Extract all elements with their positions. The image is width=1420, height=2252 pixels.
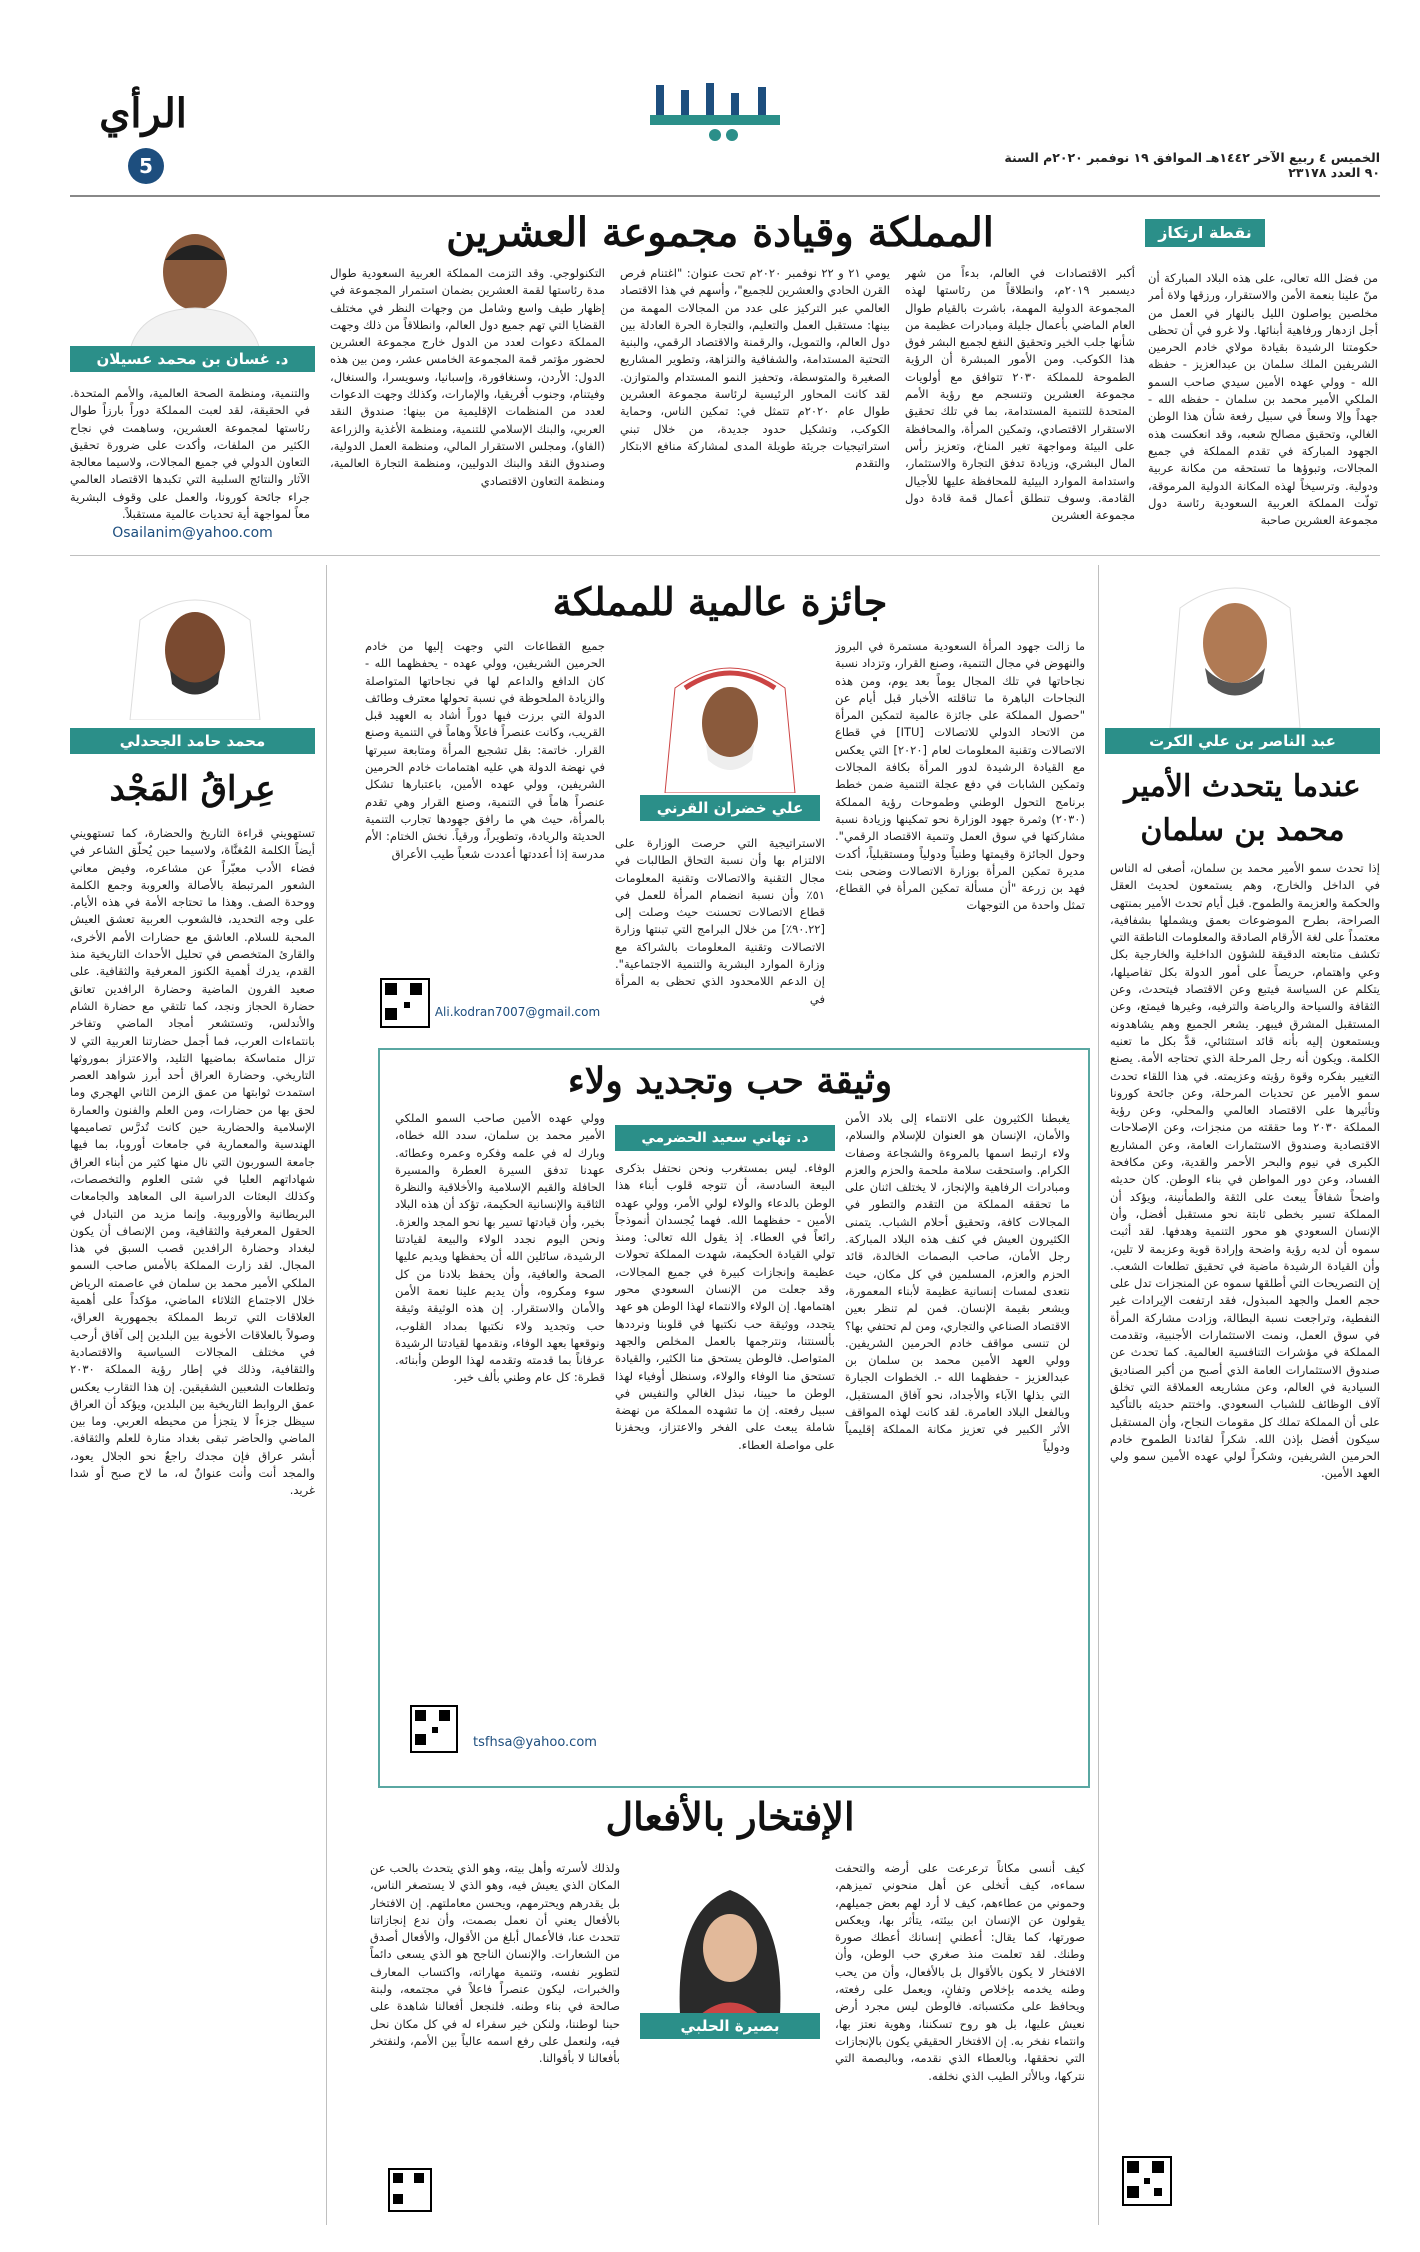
award-headline: جائزة عالمية للمملكة (552, 579, 888, 624)
masthead-divider (70, 195, 1380, 197)
kicker-text: نقطة ارتكاز (1158, 223, 1252, 242)
left-column-text: تستهويني قراءة التاريخ والحضارة، كما تستهويني أيضاً الكلمة المُغنَّاة، ولاسيما حين يُحلّق الشاعر في فضاء الأدب معبّراً عن مشاعره، وفيض معاني الشعور المرتبطة بالأصالة والعروبة وجمع الكلمة ووحدة الصف. وهذا ما تحتاجه الأمة في هذه الأيام. على وجه التحديد، فالشعوب العربية تعشق العيش المحبة للسلام. العاشق مع حضارات الأمم الأخرى، والقارئ المتخصص في تحليل الأحداث التاريخية منذ القدم، يدرك أهمية الكنوز المعرفية والثقافية. على صعيد الفرون الماضية وحضارة الرافدين تعانق حضارة الحجاز ونجد، كما تلتقي مع حضارة الشام والأندلس، وتستشعر أمجاد الماضي وتفاخر بانتماءات العرب، فما أجمل حضارتنا العربية التي لا تزال متماسكة بماضيها التليد، والاعتزاز بموروثها التاريخي. وحضارة العراق أحد أبرز شواهد العصر استمدت ثوابتها من عمق الزمن الثاني الهجري وما لحق بها من حضارات، ومن العلم والفنون والعمارة الإسلامية والحضارية حين كانت تُدرَّس تصاميمها الهندسية والمعمارية في جامعات أوروبا، بما فيها جامعة السوربون التي نال منها كثير من أبناء العراق شهاداتهم العليا في شتى العلوم والتخصصات، وكذلك البعثات الدراسية الى المعاهد والجامعات البريطانية والأوروبية. وإنما مزيد من التبادل في الحقول المعرفية والثقافية، ومن الإنصاف أن يكون لبغداد وحضارة الرافدين قصب السبق في هذا المجال. لقد زارت المملكة بالأمس صاحب السمو الملكي الأمير محمد بن سلمان في عاصمته الرياض خلال الاجتماع الثلاثاء الماضي، مؤكداً على أهمية العلاقات التي تربط المملكة بجمهورية العراق، وصولاً بالعلاقات الأخوية بين البلدين إلى آفاق أرحب في مختلف المجالات السياسية والاقتصادية والثقافية، وذلك في إطار رؤية المملكة ٢٠٣٠ وتطلعات الشعبين الشقيقين. إن هذا التقارب يعكس عمق الروابط التاريخية بين البلدين، ويؤكد أن العراق سيظل جزءاً لا يتجزأ من محيطه العربي. وما بين الماضي والحاضر تبقى بغداد منارة للعلم والثقافة. أبشر عراق فإن مجدك راجعٌ نحو الجلال يعود، والمجد أنت وأنت عنوانٌ له، ما لاح صبح أو شدا غريد. (70, 826, 315, 1498)
left-column-divider (326, 565, 327, 2225)
author-bar-alhadrami: د. تهاني سعيد الحضرمي (615, 1125, 835, 1151)
pride-headline: الإفتخار بالأفعال (605, 1794, 855, 1839)
award-col-3: جميع القطاعات التي وجهت إليها من خادم الحرمين الشريفين، وولي عهده - يحفظهما الله - كان الدافع والداعم لها في نجاحاتها المتواصلة والزيادة الملحوظة في نسبة تحولها معترف وطائف الدولة التي برزت فيها دوراً أشاد به العهيد قبل القريب، وكانت عنصراً فاعلاً وهاماً في التنمية وصنع القرار. خاتمة: بقل تشجيع المرأة ومتابعة سيرتها في نهضة الدولة هي عليه اهتمامات خادم الحرمين الشريفين، وولي عهده الأمين، باعتبارها تشكل عنصراً هاماً في التنمية، وصنع القرار وهي تقدم بالمرأة، حيث هي ما رافق جهودها تجارب التنمية الحديثة والريادة، وتطويراً، ورقياً. نخش الختام: الأم مدرسة إذا أعددتها أعددت شعباً طيب الأعراق (365, 639, 605, 861)
dateline: الخميس ٤ ربيع الآخر ١٤٤٢هـ الموافق ١٩ نوفمبر ٢٠٢٠م السنة ٩٠ العدد ٢٣١٧٨ (1004, 150, 1380, 180)
qr-code-loyalty[interactable] (410, 1705, 458, 1753)
qr-code-pride[interactable] (388, 2168, 432, 2212)
right-headline: عندما يتحدث الأمير محمد بن سلمان (1124, 769, 1361, 848)
kicker-label (1145, 219, 1265, 247)
email-osailan[interactable]: Osailanim@yahoo.com (112, 525, 273, 541)
author-bar-aljahdali: محمد حامد الجحدلي (70, 728, 315, 754)
right-column-divider (1098, 565, 1099, 2225)
loyalty-headline: وثيقة حب وتجديد ولاء (567, 1060, 893, 1102)
right-column-text: إذا تحدث سمو الأمير محمد بن سلمان، أصغى له الناس في الداخل والخارج، وهم يستمعون لحديث العقل والحكمة والعزيمة والطموح. قبل أيام تحدث الأمير بمنتهى الصراحة، بطرح الموضوعات بعمق ويشملها بشفافية، معتمداً على لغة الأرقام الصادقة والمعلومات الناطقة التي تكشف متابعته الدقيقة للشؤون الداخلية والخارجية بكل وعي واهتمام، حريصاً على أمور الدولة بكل تفاصيلها، يتكلم عن السياسة فيتبع وعن الاقتصاد فيتحدث، وعن الثقافة والسياحة والرياضة والترفيه، وغيرها فيمتع، وعن المستقبل المشرق فيبهر. يشعر الجميع وهم يشاهدونه ويستمعون إليه بأنه قائد استثنائي، قدَّ بكل ما تعنيه الكلمة. ويكون أنه رجل المرحلة الذي تحتاجه الأمة. يصنع التغيير بفكره وقوة رؤيته وعزيمته. في هذا اللقاء تحدث سمو الأمير عن تحديات المرحلة، وعن جائحة كورونا وتأثيرها على الاقتصاد العالمي والمحلي، وعن رؤية المملكة ٢٠٣٠ وما حققته من منجزات، وعن الإصلاحات الاقتصادية وصندوق الاستثمارات العامة، وعن المشاريع الكبرى في نيوم والبحر الأحمر والقدية، وعن مكافحة الفساد، وعن دور المواطن في بناء الوطن. كان حديثه واضحاً شفافاً يبعث على الثقة والطمأنينة، ويؤكد أن المملكة تسير بخطى ثابتة نحو مستقبل أفضل، وأن الإنسان السعودي هو محور التنمية وهدفها. لقد أثبت سموه أن لديه رؤية واضحة وإرادة قوية وعزيمة لا تلين، وأن القيادة الرشيدة ماضية في تحقيق تطلعات الشعب. إن التصريحات التي أطلقها سموه عن المنجزات تدل على حجم العمل والجهد المبذول، فقد ارتفعت الإيرادات غير النفطية، وتراجعت نسبة البطالة، وزادت مشاركة المرأة في سوق العمل، ونمت الاستثمارات الأجنبية، وتقدمت المملكة في مؤشرات التنافسية العالمية. كما تحدث عن صندوق الاستثمارات العامة الذي أصبح من أكبر الصناديق السيادية في العالم، وعن مشاريعه العملاقة التي تخلق آلاف الوظائف للشباب السعودي. واختتم حديثه بالتأكيد على أن المملكة تملك كل مقومات النجاح، وأن المستقبل سيكون أفضل بإذن الله. شكراً لقائدنا الطموح خادم الحرمين الشريفين، وشكراً لولي عهده الأمين سمو ولي العهد الأمين. (1110, 861, 1380, 1481)
author-bar-alhalabi: بصيرة الحلبي (640, 2013, 820, 2039)
author-photo-osailan (120, 210, 270, 350)
page-number: 5 (139, 154, 153, 178)
loyalty-col-1: يغبطنا الكثيرون على الانتماء إلى بلاد الأمن والأمان، الإنسان هو العنوان للإسلام والسلام، ولاء ارتبط اسمها بالمروءة والشجاعة وصفات الكرام. واستحقت سلامة ملحمة والحزم والعزم ومبادرات الرفاهية والإنجاز، لا يختلف اثنان على ما تحققه المملكة من التقدم والتطور في المجالات كافة، وتحقيق أحلام الشباب. يتمنى الكثيرون العيش في كنف هذه البلاد المباركة. رجل الأمان، صاحب البصمات الخالدة، قائد الحزم والعزم، المسلمين في كل مكان، حيث نتعدى لمسات إنسانية عظيمة لأبناء المعمورة، ويشعر بقيمة الإنسان. فمن لم تنظر بعين الاقتصاد الصناعي والتجاري، ومن لم تحتفي بها؟ لن تنسى مواقف خادم الحرمين الشريفين. وولي العهد الأمين محمد بن سلمان بن عبدالعزيز - حفظهما الله -. الخطوات الجبارة التي بذلها الآباء والأجداد، نحو آفاق المستقبل، وبالفعل البلاد العامرة. لقد كانت لهذه المواقف الأثر الكبير في تعزيز مكانة المملكة إقليمياً ودولياً (845, 1111, 1070, 1454)
author-bar-alkart: عبد الناصر بن علي الكرت (1105, 728, 1380, 754)
section-title: الرأي (99, 90, 187, 137)
newspaper-logo (640, 75, 790, 149)
award-col-1: ما زالت جهود المرأة السعودية مستمرة في البروز والنهوض في مجال التنمية، وصنع القرار، وتزداد نسبة نجاحاتها في تلك المجال يوماً بعد يوم، ومن هذه النجاحات الباهرة ما تناقلته الأخبار قبل أيام عن "حصول المملكة على جائزة عالمية لتمكين المرأة من الاتحاد الدولي للاتصالات [ITU] في قطاع الاتصالات وتقنية المعلومات لعام [٢٠٢٠] التي يعكس مع القيادة الرشيدة لدور المرأة بكافة المجالات وتمكين الشابات في دفع عجلة التنمية ضمن خطط برنامج التحول الوطني وطموحات رؤية المملكة (٢٠٣٠) وثمرة جهود الوزارة نحو تمكينها وزيادة نسبة مشاركتها في سوق العمل وتنمية الاقتصاد الرقمي". وحول الجائزة وقيمتها وطنياً ودولياً ومستقبلياً، أكدت مديرة تمكين المرأة بوزارة الاتصالات وضحى بنت فهد بن زرعة "أن مسألة تمكين المرأة في القطاع، تمثل واحدة من التوجهات (835, 639, 1085, 913)
author-photo-alhalabi (660, 1870, 800, 2015)
loyalty-col-3: وولي عهده الأمين صاحب السمو الملكي الأمير محمد بن سلمان، سدد الله خطاه، وبارك له في علمه وفكره وعمره وعطائه. عهدنا تدفق السيرة العطرة والمسيرة الحافلة والقيم الإسلامية والأخلاقية والنظرة الثاقبة والإنسانية الحكيمة، تؤكد أن هذه البلاد بخير، وأن قيادتها تسير بها نحو المجد والعزة. ونحن اليوم نجدد الولاء والبيعة لقيادتنا الرشيدة، سائلين الله أن يحفظها ويديم عليها الصحة والعافية، وأن يحفظ بلادنا من كل سوء ومكروه، وأن يديم علينا نعمة الأمن والأمان والاستقرار. إن هذه الوثيقة وثيقة حب وتجديد ولاء نكتبها بمداد القلوب، ونوقعها بعهد الوفاء، ونقدمها لقيادتنا الرشيدة عرفاناً بما قدمته وتقدمه لهذا الوطن وأبنائه. قطرة: كل عام وطني بألف خير. (395, 1111, 605, 1385)
top-col-3: يومي ٢١ و ٢٢ نوفمبر ٢٠٢٠م تحت عنوان: "اغتنام فرص القرن الحادي والعشرين للجميع"، وأسهم في هذا الاقتصاد العالمي عبر التركيز على عدد من المجالات المهمة من بينها: مستقبل العمل والتعليم، والتجارة الحرة العادلة بين دول العالم، والتمويل، والرقمنة والاقتصاد الرقمي، والبنية التحتية المستدامة، والشفافية والنزاهة، وتطوير المشاريع الصغيرة والمتوسطة، وتحفيز النمو المستدام والمتوازن. لقد كانت المحاور الرئيسية لرئاسة مجموعة العشرين طوال عام ٢٠٢٠م تتمثل في: تمكين الناس، وحماية الكوكب، وتشكيل حدود جديدة، من خلال تبني استراتيجيات جريئة طويلة المدى لمشاركة منافع الابتكار والتقدم (620, 266, 890, 471)
award-col-2: الاستراتيجية التي حرصت الوزارة على الالتزام بها وأن نسبة التحاق الطالبات في مجال التقنية والاتصالات وتقنية المعلومات ٥١٪ وأن نسبة انضمام المرأة للعمل في قطاع الاتصالات تحسنت حيث وصلت إلى [٩٠.٢٢٪] من خلال البرامج التي تبنتها وزارة الاتصالات وتقنية المعلومات بالشراكة مع وزارة الموارد البشرية والتنمية الاجتماعية". إن الدعم اللامحدود الذي تحظى به المرأة في (615, 836, 825, 1006)
top-col-2: أكبر الاقتصادات في العالم، بدءاً من شهر ديسمبر ٢٠١٩م، وانطلاقاً من رئاستها لهذه المجموعة الدولية المهمة، باشرت بالقيام طوال العام الماضي بأعمال جليلة ومبادرات عظيمة من شأنها جلب الخير وتحقيق النفع لجميع البشر فوق هذا الكوكب. ومن الأمور المبشرة أن الرؤية الطموحة للمملكة ٢٠٣٠ تتوافق مع أولويات مجموعة العشرين وتنسجم مع رؤية الأمم المتحدة للتنمية المستدامة، بما في تلك تحقيق الاستقرار الاقتصادي، وتمكين المرأة، والمحافظة على البيئة ومواجهة تغير المناخ، وتعزيز رأس المال البشري، وزيادة تدفق التجارة والاستثمار، واستدامة الموارد البيئية للمحافظة عليها للأجيال القادمة. وسوف تنطلق أعمال قمة قادة دول مجموعة العشرين (905, 266, 1135, 523)
author-bar-osailan: د. غسان بن محمد عسيلان (70, 346, 315, 372)
top-section-divider (70, 555, 1380, 556)
top-col-5: والتنمية، ومنظمة الصحة العالمية، والأمم المتحدة. في الحقيقة، لقد لعبت المملكة دوراً بارزاً طوال رئاستها لمجموعة العشرين، وساهمت في نجاح الكثير من الملفات، وأكدت على ضرورة تحقيق التعاون الدولي في جميع المجالات، ولاسيما معالجة الآثار والنتائج السلبية التي تكبدها الاقتصاد العالمي جراء جائحة كورونا، والعمل على وقوف البشرية معاً لمواجهة أية تحديات عالمية مستقبلاً. (70, 386, 310, 522)
author-photo-alqarni (660, 648, 800, 793)
masthead (0, 0, 1420, 200)
author-photo-aljahdali (120, 580, 270, 720)
pride-col-2: ولذلك لأسرته وأهل بيته، وهو الذي يتحدث بالحب عن المكان الذي يعيش فيه، وهو الذي لا يستصغر الناس، بل يقدرهم ويحترمهم، ويحسن معاملتهم. إن الافتخار بالأفعال يعني أن نعمل بصمت، وأن ندع إنجازاتنا تتحدث عنا، فالأعمال أبلغ من الأقوال، والأفعال أصدق من الشعارات. والإنسان الناجح هو الذي يسعى دائماً لتطوير نفسه، وتنمية مهاراته، واكتساب المعارف والخبرات، ليكون عنصراً فاعلاً في مجتمعه، ولبنة صالحة في بناء وطنه. فلنجعل أفعالنا شاهدة على حبنا لوطننا، ولنكن خير سفراء له في كل مكان نحل فيه، ولنعمل على رفع اسمه عالياً بين الأمم، ولنفتخر بأفعالنا لا بأقوالنا. (370, 1861, 620, 2066)
qr-code-award[interactable] (380, 978, 430, 1028)
qr-code-right[interactable] (1122, 2156, 1172, 2206)
email-alhadrami[interactable]: tsfhsa@yahoo.com (473, 1735, 597, 1750)
logo-emblem-icon (640, 75, 790, 149)
top-col-4: التكنولوجي. وقد التزمت المملكة العربية السعودية طوال مدة رئاستها لقمة العشرين بضمان استمرار المجموعة في إظهار طيف واسع وشامل من وجهات النظر في مختلف القضايا التي تهم جميع دول العالم، وانطلاقاً من ذلك وجهت المملكة دعوات لعدد من الدول خارج مجموعة العشرين لحضور مؤتمر قمة المجموعة الخامس عشر، ومن بين هذه الدول: الأردن، وسنغافورة، وإسبانيا، وسويسرا، والسنغال، وفيتنام، وجنوب أفريقيا، والإمارات، وكذلك وجهت الدعوات لعدد من المنظمات الإقليمية من بينها: صندوق النقد العربي، والبنك الإسلامي للتنمية، ومنظمة الأغذية والزراعة (الفاو)، ومجلس الاستقرار المالي، ومنظمة العمل الدولية، وصندوق النقد والبنك الدوليين، ومنظمة التجارة العالمية، ومنظمة التعاون الاقتصادي (330, 266, 605, 488)
top-headline: المملكة وقيادة مجموعة العشرين (446, 209, 994, 256)
pride-col-1: كيف أنسى مكاناً ترعرعت على أرضه والتحفت سماءه، كيف أتخلى عن أهل منحوني تميزهم، وحموني من عطاءهم، كيف لا أرد لهم بعض جميلهم، يقولون عن الإنسان ابن بيئته، يتأثر بها، ويعكس صورتها، كما يقال: أعطني إنسانك أعطك صورة وطنك. لقد تعلمت منذ صغري حب الوطن، وأن الافتخار لا يكون بالأقوال بل بالأفعال، وأن من يحب وطنه يخدمه بإخلاص وتفانٍ، ويعمل على رفعته، ويحافظ على مكتسباته. فالوطن ليس مجرد أرض نعيش عليها، بل هو روح تسكننا، وهوية نعتز بها، وانتماء نفخر به. إن الافتخار الحقيقي يكون بالإنجازات التي نحققها، وبالعطاء الذي نقدمه، وبالبصمة التي نتركها، وبالأثر الطيب الذي نخلفه. (835, 1861, 1085, 2083)
email-alqarni[interactable]: Ali.kodran7007@gmail.com (434, 1005, 601, 1019)
top-col-1: من فضل الله تعالى، على هذه البلاد المباركة أن منّ علينا بنعمة الأمن والاستقرار، ورزقها ولاة أمر مخلصين يواصلون الليل بالنهار في العمل من أجل ازدهار ورفاهية أبنائها. ولا غرو في أن تحظى حكومتنا الرشيدة بقيادة مولاي خادم الحرمين الشريفين الملك سلمان بن عبدالعزيز - حفظه الله - وولي عهده الأمين سيدي صاحب السمو الملكي الأمير محمد بن سلمان - حفظه الله - جهداً وإلا وسعاً في سبيل رفعة شأن هذا الوطن الغالي، وتحقيق مصالح شعبه، وقد انعكست هذه الجهود المباركة في تقدم المملكة في جميع المجالات، وتبوؤها ما تستحقه من مكانة عربية ودولية. وترسيخاً لهذه المكانة الدولية المرموقة، تولّت المملكة العربية السعودية رئاسة دول مجموعة العشرين صاحبة (1148, 271, 1378, 528)
left-headline: عِراقُ المَجْد (109, 769, 276, 809)
page-number-badge (128, 148, 164, 184)
loyalty-col-2: الوفاء. ليس بمستغرب ونحن نحتفل بذكرى البيعة السادسة، أن تتوجه قلوب أبناء هذا الوطن بالدعاء والولاء لولي الأمر، وولي عهده الأمين - حفظهما الله. فهما يُجسدان أنموذجاً رائعاً في العطاء. إذ يقول الله تعالى: ومنذ تولي القيادة الحكيمة، شهدت المملكة تحولات عظيمة وإنجازات كبيرة في جميع المجالات، وقد جعلت من الإنسان السعودي محور اهتمامها. إن الولاء والانتماء لهذا الوطن هو عهد يتجدد، ووثيقة حب نكتبها في قلوبنا ونرددها بألسنتنا، ونترجمها بالعمل المخلص والجهد المتواصل. فالوطن يستحق منا الكثير، والقيادة تستحق منا الوفاء والولاء، وسنظل أوفياء لهذا الوطن ما حيينا، نبذل الغالي والنفيس في سبيل رفعته. إن ما تشهده المملكة من نهضة شاملة يبعث على الفخر والاعتزاز، ويحفزنا على مواصلة العطاء. (615, 1161, 835, 1452)
author-photo-alkart (1150, 568, 1320, 728)
author-bar-alqarni: علي خضران القرني (640, 795, 820, 821)
